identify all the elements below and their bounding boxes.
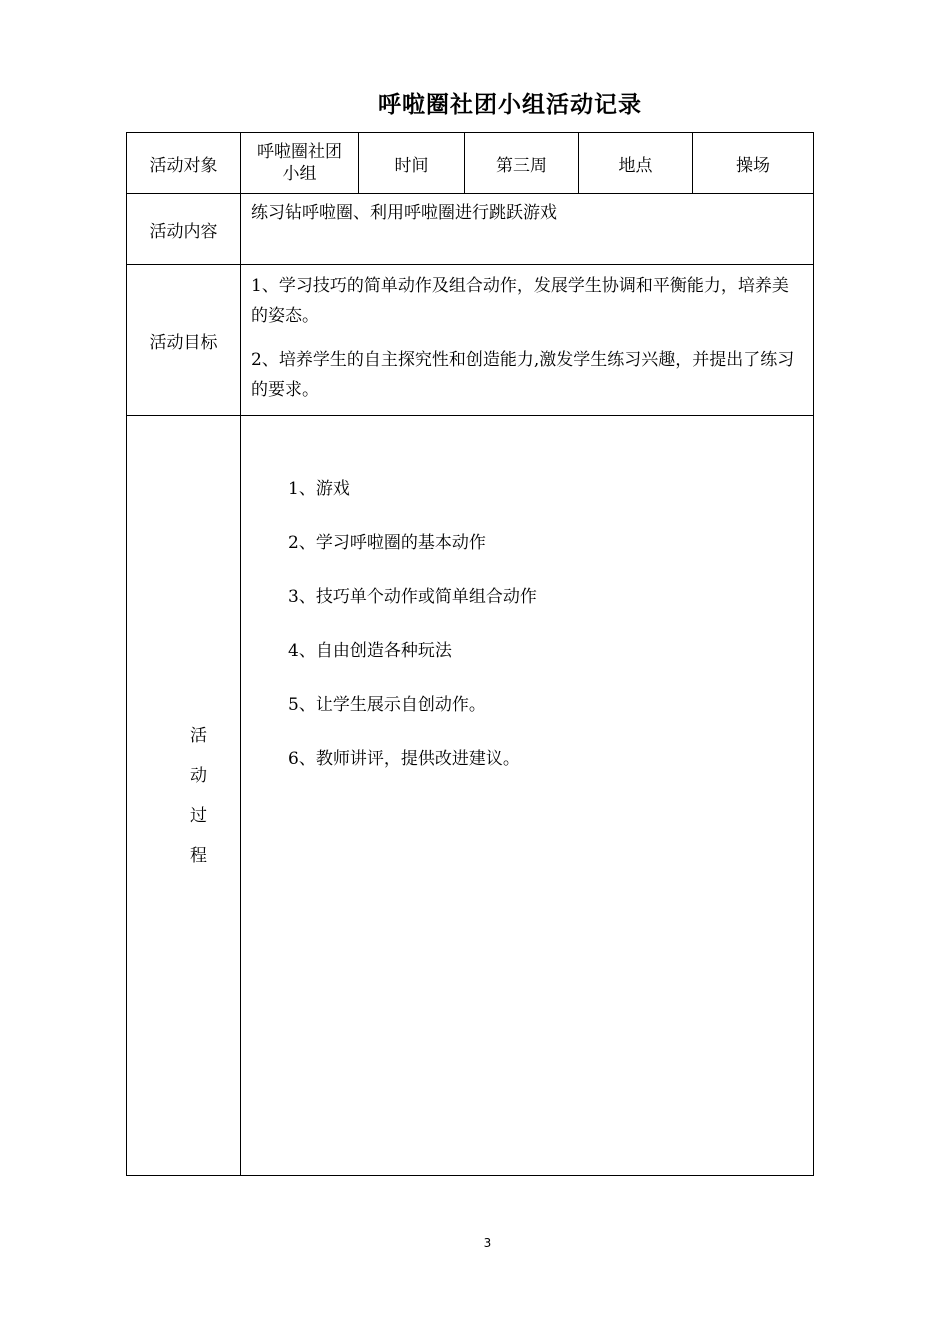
goals-cell (241, 265, 814, 416)
table-row-goals (127, 265, 814, 416)
process-label-char: 程 (190, 845, 207, 866)
content-label: 活动内容 (127, 194, 241, 265)
process-label-char: 活 (190, 725, 207, 746)
time-label: 时间 (359, 133, 465, 194)
process-label-char: 过 (190, 805, 207, 826)
process-cell (241, 416, 814, 1176)
goal-item: 1、学习技巧的简单动作及组合动作，发展学生协调和平衡能力，培养美的姿态。 (251, 276, 789, 326)
page-number: 3 (483, 1236, 492, 1250)
goals-label: 活动目标 (127, 265, 241, 416)
list-item: 1、游戏 (288, 479, 350, 499)
list-item: 4、自由创造各种玩法 (288, 641, 452, 661)
activity-record-table (126, 132, 814, 1176)
target-label: 活动对象 (127, 133, 241, 194)
list-item: 3、技巧单个动作或简单组合动作 (288, 587, 537, 607)
table-row-basic-info (127, 133, 814, 194)
content-text: 练习钻呼啦圈、利用呼啦圈进行跳跃游戏 (241, 194, 814, 265)
table-row-process (127, 416, 814, 1176)
process-steps-list (241, 416, 813, 772)
list-item: 5、让学生展示自创动作。 (288, 695, 486, 715)
document-title: 呼啦圈社团小组活动记录 (378, 92, 642, 118)
process-label-char: 动 (190, 765, 207, 786)
process-label (127, 416, 241, 1176)
place-value: 操场 (693, 133, 814, 194)
table-row-content (127, 194, 814, 265)
goal-item: 2、培养学生的自主探究性和创造能力,激发学生练习兴趣，并提出了练习的要求。 (251, 350, 795, 400)
time-value: 第三周 (465, 133, 579, 194)
list-item: 2、学习呼啦圈的基本动作 (288, 533, 486, 553)
place-label: 地点 (579, 133, 693, 194)
target-value: 呼啦圈社团小组 (241, 133, 359, 194)
list-item: 6、教师讲评，提供改进建议。 (288, 749, 520, 769)
